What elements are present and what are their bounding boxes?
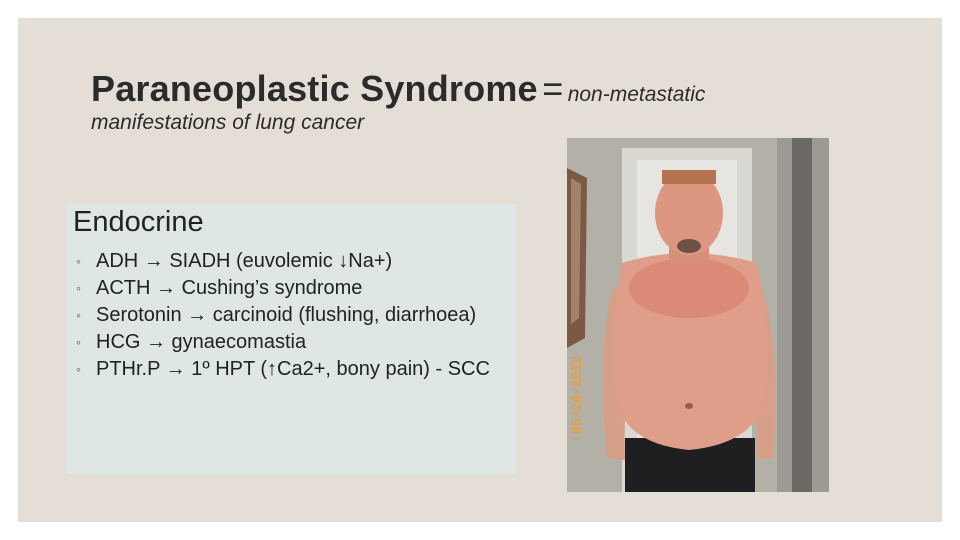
title-main: Paraneoplastic Syndrome: [91, 68, 538, 109]
bullet-text: ADH → SIADH (euvolemic ↓Na+): [96, 250, 393, 272]
bullet-text: ACTH → Cushing’s syndrome: [96, 277, 363, 299]
endocrine-box: [66, 204, 516, 474]
box-heading: Endocrine: [73, 206, 204, 238]
slide-title: [91, 70, 851, 134]
title-subtitle-part2: manifestations of lung cancer: [91, 110, 365, 134]
bullet-text: PTHr.P → 1º HPT (↑Ca2+, bony pain) - SCC: [96, 358, 490, 380]
patient-photo: [567, 138, 829, 492]
list-item: [76, 331, 516, 353]
patient-photo-illustration: [567, 138, 829, 492]
bullet-list: [76, 250, 516, 385]
slide: [18, 18, 942, 522]
list-item: [76, 250, 516, 272]
bullet-icon: ◦: [76, 361, 81, 377]
photo-date-stamp: 06/24/2012: [570, 355, 585, 434]
bullet-text: Serotonin → carcinoid (flushing, diarrhoea): [96, 304, 477, 326]
list-item: [76, 358, 516, 380]
list-item: [76, 304, 516, 326]
bullet-icon: ◦: [76, 334, 81, 350]
bullet-icon: ◦: [76, 253, 81, 269]
title-equals: =: [542, 68, 564, 109]
title-subtitle-part1: non-metastatic: [567, 83, 706, 106]
list-item: [76, 277, 516, 299]
bullet-text: HCG → gynaecomastia: [96, 331, 307, 353]
bullet-icon: ◦: [76, 307, 81, 323]
bullet-icon: ◦: [76, 280, 81, 296]
